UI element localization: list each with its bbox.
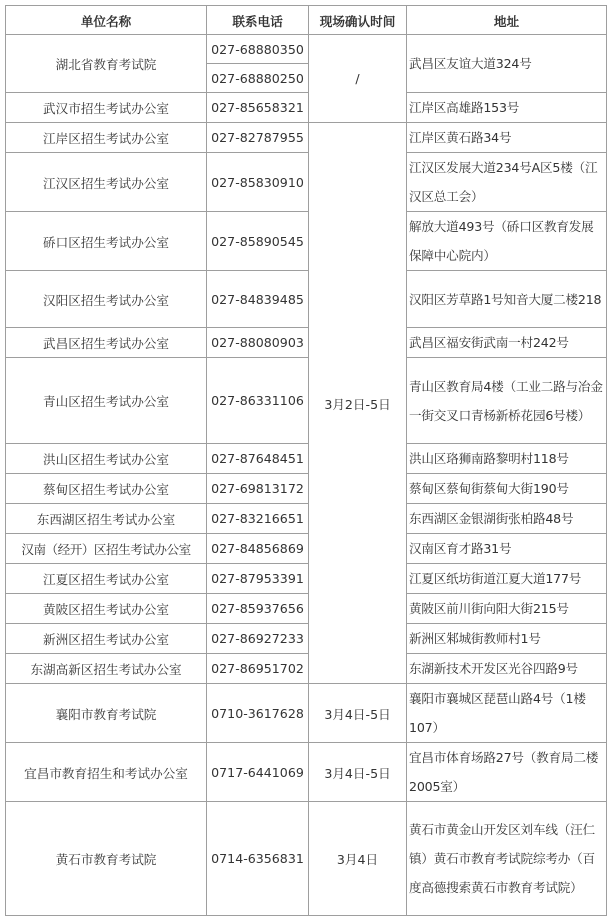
phone-number: 027-69813172 xyxy=(207,474,309,504)
phone-number: 027-84839485 xyxy=(207,271,309,328)
address: 宜昌市体育场路27号（教育局二楼2005室） xyxy=(407,743,607,802)
unit-name: 黄石市教育考试院 xyxy=(6,802,207,916)
table-row xyxy=(6,358,607,444)
address: 襄阳市襄城区琵琶山路4号（1楼107） xyxy=(407,684,607,743)
confirm-time: 3月4日-5日 xyxy=(309,743,407,802)
unit-name: 汉阳区招生考试办公室 xyxy=(6,271,207,328)
address: 解放大道493号（硚口区教育发展保障中心院内） xyxy=(407,212,607,271)
unit-name: 东西湖区招生考试办公室 xyxy=(6,504,207,534)
table-row xyxy=(6,743,607,802)
table-row xyxy=(6,123,607,153)
address: 汉阳区芳草路1号知音大厦二楼218 xyxy=(407,271,607,328)
address: 蔡甸区蔡甸街蔡甸大街190号 xyxy=(407,474,607,504)
confirm-time: / xyxy=(309,35,407,123)
phone-number: 027-86927233 xyxy=(207,624,309,654)
phone-number: 027-88080903 xyxy=(207,328,309,358)
phone-number: 027-82787955 xyxy=(207,123,309,153)
table-row xyxy=(6,594,607,624)
unit-name: 武昌区招生考试办公室 xyxy=(6,328,207,358)
address: 武昌区友谊大道324号 xyxy=(407,35,607,93)
address: 汉南区育才路31号 xyxy=(407,534,607,564)
address: 江夏区纸坊街道江夏大道177号 xyxy=(407,564,607,594)
phone-number: 027-86331106 xyxy=(207,358,309,444)
unit-name: 黄陂区招生考试办公室 xyxy=(6,594,207,624)
address: 黄陂区前川街向阳大街215号 xyxy=(407,594,607,624)
unit-name: 硚口区招生考试办公室 xyxy=(6,212,207,271)
unit-name: 湖北省教育考试院 xyxy=(6,35,207,93)
confirm-time: 3月2日-5日 xyxy=(309,123,407,684)
confirm-time: 3月4日 xyxy=(309,802,407,916)
table-row xyxy=(6,212,607,271)
address: 江汉区发展大道234号A区5楼（江汉区总工会） xyxy=(407,153,607,212)
phone-number: 027-83216651 xyxy=(207,504,309,534)
unit-name: 蔡甸区招生考试办公室 xyxy=(6,474,207,504)
address: 洪山区珞狮南路黎明村118号 xyxy=(407,444,607,474)
unit-name: 江岸区招生考试办公室 xyxy=(6,123,207,153)
header-row xyxy=(6,6,607,35)
address: 青山区教育局4楼（工业二路与冶金一街交叉口青杨新桥花园6号楼） xyxy=(407,358,607,444)
header-name: 单位名称 xyxy=(6,6,207,35)
phone-number: 027-85937656 xyxy=(207,594,309,624)
table-row xyxy=(6,153,607,212)
unit-name: 新洲区招生考试办公室 xyxy=(6,624,207,654)
address: 江岸区高雄路153号 xyxy=(407,93,607,123)
unit-name: 青山区招生考试办公室 xyxy=(6,358,207,444)
header-address: 地址 xyxy=(407,6,607,35)
phone-number: 027-85830910 xyxy=(207,153,309,212)
unit-name: 东湖高新区招生考试办公室 xyxy=(6,654,207,684)
table-row xyxy=(6,93,607,123)
unit-name: 武汉市招生考试办公室 xyxy=(6,93,207,123)
phone-number: 027-68880350 xyxy=(207,35,309,64)
table-row xyxy=(6,802,607,916)
phone-number: 027-87953391 xyxy=(207,564,309,594)
table-row xyxy=(6,624,607,654)
address: 武昌区福安街武南一村242号 xyxy=(407,328,607,358)
unit-name: 洪山区招生考试办公室 xyxy=(6,444,207,474)
table-row xyxy=(6,444,607,474)
phone-number: 027-85658321 xyxy=(207,93,309,123)
address: 黄石市黄金山开发区刘车线（汪仁镇）黄石市教育考试院综考办（百度高德搜索黄石市教育考试院） xyxy=(407,802,607,916)
phone-number: 027-85890545 xyxy=(207,212,309,271)
address: 江岸区黄石路34号 xyxy=(407,123,607,153)
address: 东西湖区金银湖街张柏路48号 xyxy=(407,504,607,534)
unit-name: 襄阳市教育考试院 xyxy=(6,684,207,743)
unit-name: 江汉区招生考试办公室 xyxy=(6,153,207,212)
table-row xyxy=(6,534,607,564)
table-row xyxy=(6,684,607,743)
header-time: 现场确认时间 xyxy=(309,6,407,35)
phone-number: 0710-3617628 xyxy=(207,684,309,743)
phone-number: 027-87648451 xyxy=(207,444,309,474)
table-row xyxy=(6,504,607,534)
contact-table xyxy=(5,5,607,916)
phone-number: 027-68880250 xyxy=(207,64,309,93)
unit-name: 汉南（经开）区招生考试办公室 xyxy=(6,534,207,564)
unit-name: 宜昌市教育招生和考试办公室 xyxy=(6,743,207,802)
table-row xyxy=(6,35,607,64)
header-phone: 联系电话 xyxy=(207,6,309,35)
unit-name: 江夏区招生考试办公室 xyxy=(6,564,207,594)
phone-number: 027-84856869 xyxy=(207,534,309,564)
table-row xyxy=(6,564,607,594)
phone-number: 027-86951702 xyxy=(207,654,309,684)
table-row xyxy=(6,328,607,358)
table-row xyxy=(6,271,607,328)
address: 新洲区邾城街教师村1号 xyxy=(407,624,607,654)
phone-number: 0714-6356831 xyxy=(207,802,309,916)
address: 东湖新技术开发区光谷四路9号 xyxy=(407,654,607,684)
confirm-time: 3月4日-5日 xyxy=(309,684,407,743)
table-row xyxy=(6,474,607,504)
table-row xyxy=(6,654,607,684)
phone-number: 0717-6441069 xyxy=(207,743,309,802)
